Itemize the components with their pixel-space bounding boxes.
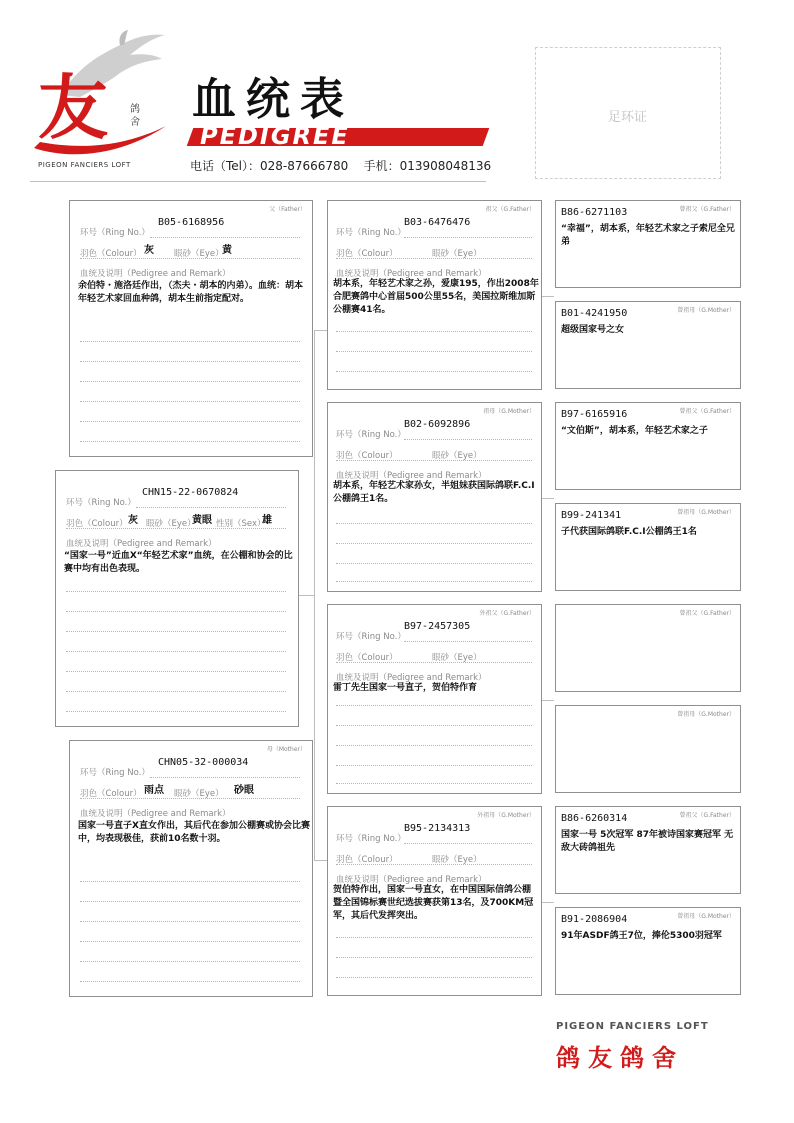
ring-number: B95-2134313 <box>404 823 471 834</box>
ring-label: 环号（Ring No.） <box>336 834 406 844</box>
divider <box>66 611 286 612</box>
remark-text: 91年ASDF鸽王7位，捧伦5300羽冠军 <box>561 931 722 941</box>
ring-number: B05-6168956 <box>158 217 225 228</box>
connector <box>314 860 327 861</box>
mgmother-card <box>327 806 542 996</box>
card-role: 曾祖父（G.Father） <box>679 206 735 213</box>
remark-text: 胡本系，年轻艺术家孙女，半姐妹获国际鸽联F.C.I公棚鸽王1名。 <box>333 481 535 504</box>
remark-label: 血统及说明（Pedigree and Remark） <box>66 539 217 549</box>
connector <box>298 595 314 596</box>
connector <box>314 330 327 331</box>
father-card <box>69 200 313 457</box>
divider <box>66 691 286 692</box>
divider <box>336 765 532 766</box>
divider <box>336 543 532 544</box>
remark-text: 超级国家号之女 <box>561 325 625 335</box>
remark-text: 雷丁先生国家一号直子，贺伯特作育 <box>333 683 478 693</box>
remark-label: 血统及说明（Pedigree and Remark） <box>80 269 231 279</box>
ring-label: 环号（Ring No.） <box>336 228 406 238</box>
logo <box>30 25 170 175</box>
connector <box>542 902 554 903</box>
connector <box>542 296 554 297</box>
eye-value: 黄眼 <box>192 515 212 526</box>
ring-number: CHN05-32-000034 <box>158 757 249 768</box>
page-title: 血统表 <box>192 74 354 125</box>
remark-label: 血统及说明（Pedigree and Remark） <box>336 471 487 481</box>
subject-card <box>55 470 299 727</box>
divider <box>80 901 300 902</box>
colour-label: 羽色（Colour） <box>66 519 128 529</box>
card-role: 祖父（G.Father） <box>485 206 535 213</box>
divider <box>336 745 532 746</box>
card-role: 祖母（G.Mother） <box>483 408 535 415</box>
colour-label: 羽色（Colour） <box>336 653 398 663</box>
mgfather-card <box>327 604 542 794</box>
ggp-card-7 <box>555 806 741 894</box>
ring-number: B97-2457305 <box>404 621 471 632</box>
mother-card <box>69 740 313 997</box>
card-role: 曾祖母（G.Mother） <box>677 307 735 314</box>
remark-label: 血统及说明（Pedigree and Remark） <box>336 875 487 885</box>
card-role: 曾祖父（G.Father） <box>679 610 735 617</box>
colour-label: 羽色（Colour） <box>336 451 398 461</box>
eye-label: 眼砂（Eye） <box>432 451 482 461</box>
eye-label: 眼砂（Eye） <box>432 855 482 865</box>
divider <box>80 881 300 882</box>
ring-number: CHN15-22-0670824 <box>142 487 239 498</box>
divider <box>336 581 532 582</box>
eye-label: 眼砂（Eye） <box>432 653 482 663</box>
remark-text: “国家一号”近血X“年轻艺术家”血统，在公棚和协会的比赛中均有出色表现。 <box>64 551 293 574</box>
divider <box>336 977 532 978</box>
card-role: 父（Father） <box>269 206 306 213</box>
colour-label: 羽色（Colour） <box>336 855 398 865</box>
divider <box>336 351 532 352</box>
divider <box>80 981 300 982</box>
colour-label: 羽色（Colour） <box>80 789 142 799</box>
ggp-card-8 <box>555 907 741 995</box>
connector <box>542 700 554 701</box>
divider <box>150 777 300 778</box>
divider <box>80 441 300 442</box>
ggp-card-6 <box>555 705 741 793</box>
divider <box>404 439 532 440</box>
divider <box>80 798 300 799</box>
card-role: 曾祖母（G.Mother） <box>677 509 735 516</box>
divider <box>336 705 532 706</box>
ring-number: B01-4241950 <box>561 308 628 319</box>
remark-label: 血统及说明（Pedigree and Remark） <box>80 809 231 819</box>
colour-label: 羽色（Colour） <box>336 249 398 259</box>
header-rule <box>30 181 486 182</box>
eye-label: 眼砂（Eye） <box>174 249 224 259</box>
divider <box>80 381 300 382</box>
ring-label: 环号（Ring No.） <box>336 430 406 440</box>
logo-loft-en: PIGEON FANCIERS LOFT <box>38 161 131 169</box>
remark-text: “幸福”，胡本系，年轻艺术家之子索尼全兄弟 <box>561 224 735 247</box>
remark-text: 国家一号 5次冠军 87年被诗国家赛冠军 无敌大砖鸽祖先 <box>561 830 734 853</box>
ring-number: B91-2086904 <box>561 914 628 925</box>
card-role: 外祖母（G.Mother） <box>477 812 535 819</box>
divider <box>336 371 532 372</box>
divider <box>66 651 286 652</box>
divider <box>336 460 532 461</box>
card-role: 曾祖母（G.Mother） <box>677 913 735 920</box>
ring-stamp-area <box>535 47 721 179</box>
colour-label: 羽色（Colour） <box>80 249 142 259</box>
divider <box>80 401 300 402</box>
ring-stamp-label: 足环证 <box>608 110 648 125</box>
divider <box>66 528 286 529</box>
gfather-card <box>327 200 542 390</box>
footer-loft-en: PIGEON FANCIERS LOFT <box>556 1021 709 1032</box>
phone-line: 电话（Tel）：028-87666780 手机：013908048136 <box>190 159 492 173</box>
divider <box>80 961 300 962</box>
card-role: 曾祖父（G.Father） <box>679 408 735 415</box>
remark-text: “文伯斯”，胡本系，年轻艺术家之子 <box>561 426 708 436</box>
card-role: 曾祖母（G.Mother） <box>677 711 735 718</box>
ggp-card-5 <box>555 604 741 692</box>
card-role: 外祖父（G.Father） <box>479 610 535 617</box>
divider <box>80 941 300 942</box>
sex-label: 性别（Sex） <box>216 519 266 529</box>
ggp-card-4 <box>555 503 741 591</box>
sex-value: 雄 <box>262 515 272 526</box>
divider <box>66 711 286 712</box>
divider <box>80 421 300 422</box>
divider <box>80 361 300 362</box>
ring-label: 环号（Ring No.） <box>80 228 150 238</box>
divider <box>336 331 532 332</box>
divider <box>404 843 532 844</box>
connector <box>542 498 554 499</box>
remark-text: 子代获国际鸽联F.C.I公棚鸽王1名 <box>561 527 697 537</box>
logo-side-text: 鸽舍 <box>130 104 140 128</box>
ring-number: B99-241341 <box>561 510 622 521</box>
logo-character: 友 <box>38 66 108 149</box>
gmother-card <box>327 402 542 592</box>
eye-value: 砂眼 <box>234 785 254 796</box>
eye-value: 黄 <box>222 245 232 256</box>
card-role: 曾祖父（G.Father） <box>679 812 735 819</box>
pedigree-banner-text: PEDIGREE <box>200 122 350 150</box>
eye-label: 眼砂（Eye） <box>432 249 482 259</box>
ring-number: B97-6165916 <box>561 409 628 420</box>
ring-label: 环号（Ring No.） <box>336 632 406 642</box>
divider <box>404 641 532 642</box>
remark-label: 血统及说明（Pedigree and Remark） <box>336 269 487 279</box>
eye-label: 眼砂（Eye） <box>174 789 224 799</box>
divider <box>80 341 300 342</box>
ring-label: 环号（Ring No.） <box>66 498 136 508</box>
ring-label: 环号（Ring No.） <box>80 768 150 778</box>
divider <box>336 957 532 958</box>
ring-number: B86-6260314 <box>561 813 628 824</box>
divider <box>336 523 532 524</box>
ggp-card-3 <box>555 402 741 490</box>
ring-number: B86-6271103 <box>561 207 628 218</box>
remark-text: 国家一号直子X直女作出，其后代在参加公棚赛或协会比赛中，均表现极佳，获前10名数十羽。 <box>78 821 310 844</box>
colour-value: 雨点 <box>144 785 164 796</box>
ring-number: B02-6092896 <box>404 419 471 430</box>
divider <box>80 258 300 259</box>
connector <box>314 330 315 860</box>
remark-text: 胡本系，年轻艺术家之孙，爱康195，作出2008年合肥赛鸽中心首届500公里55名，美国拉斯维加斯公棚赛41名。 <box>333 279 539 315</box>
ggp-card-2 <box>555 301 741 389</box>
divider <box>66 631 286 632</box>
colour-value: 灰 <box>144 245 154 256</box>
divider <box>150 237 300 238</box>
divider <box>336 725 532 726</box>
divider <box>66 671 286 672</box>
divider <box>136 507 286 508</box>
divider <box>404 237 532 238</box>
remark-text: 余伯特・施洛廷作出，（杰夫・胡本的内弟）。血统：胡本年轻艺术家回血种鸽，胡本生前指定配对。 <box>78 281 304 304</box>
ggp-card-1 <box>555 200 741 288</box>
divider <box>336 662 532 663</box>
eye-label: 眼砂（Eye） <box>146 519 196 529</box>
divider <box>66 591 286 592</box>
divider <box>80 921 300 922</box>
divider <box>336 563 532 564</box>
footer-loft-cn: 鸽友鸽舍 <box>556 1043 684 1072</box>
divider <box>336 783 532 784</box>
divider <box>336 258 532 259</box>
remark-label: 血统及说明（Pedigree and Remark） <box>336 673 487 683</box>
divider <box>336 937 532 938</box>
remark-text: 贺伯特作出，国家一号直女，在中国国际信鸽公棚暨全国锦标赛世纪选拔赛获第13名，及700KM冠军，其后代发挥突出。 <box>333 885 534 921</box>
colour-value: 灰 <box>128 515 138 526</box>
ring-number: B03-6476476 <box>404 217 471 228</box>
card-role: 母（Mother） <box>266 746 306 753</box>
divider <box>336 864 532 865</box>
